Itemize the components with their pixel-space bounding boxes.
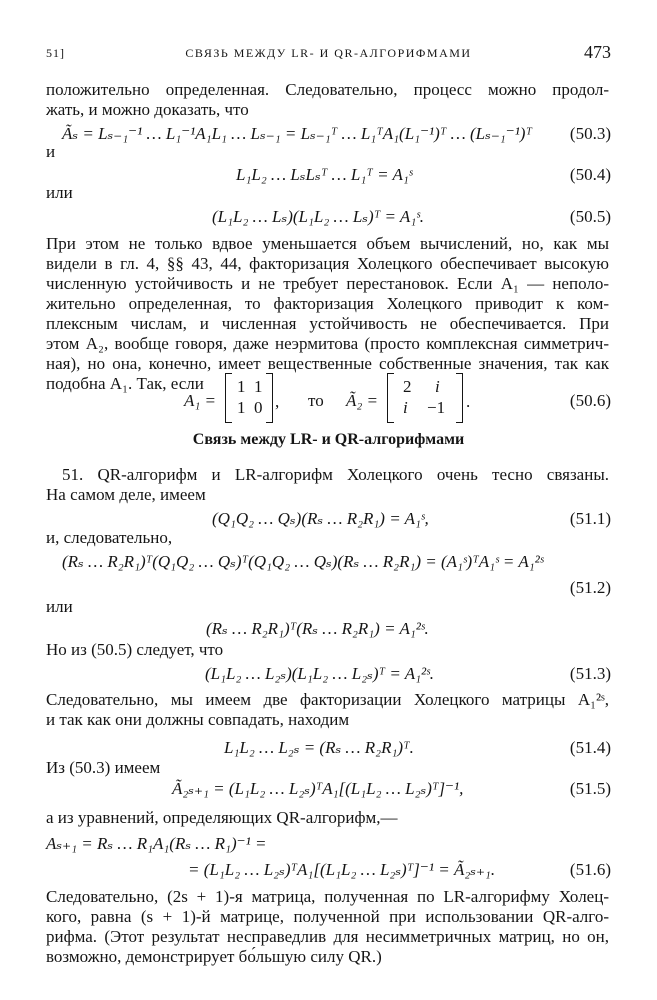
matrix-cell: i: [403, 398, 408, 417]
equation-51-2b: (Rₛ … R₂R₁)ᵀ(Rₛ … R₂R₁) = A₁²ˢ.: [206, 619, 429, 638]
equation-50-3: Ãₛ = Lₛ₋₁⁻¹ … L₁⁻¹A₁L₁ … Lₛ₋₁ = Lₛ₋₁ᵀ … L₁ᵀA₁(L₁⁻¹)ᵀ … (Lₛ₋₁⁻¹)ᵀ: [62, 124, 533, 143]
equation-number: (51.2): [569, 578, 611, 597]
text-line: жать, и можно доказать, что: [46, 100, 249, 119]
text-line: Следовательно, (2s + 1)-я матрица, полученная по LR-алгорифму Холец-: [46, 887, 609, 906]
matrix-a2: [387, 373, 463, 421]
text-line: При этом не только вдвое уменьшается объем вычислений, но, как мы: [46, 234, 609, 253]
matrix-a1: [225, 373, 273, 421]
matrix-cell: i: [435, 377, 440, 396]
matrix-cell: 1: [254, 377, 263, 396]
text-line: положительно определенная. Следовательно, процесс можно продол-: [46, 80, 609, 99]
equation-number: (51.5): [569, 779, 611, 798]
equation-number: (50.5): [569, 207, 611, 226]
page-number: 473: [584, 42, 611, 62]
matrix-cell: 0: [254, 398, 263, 417]
text-line: или: [46, 183, 73, 202]
text-line: подобна A₁. Так, если: [46, 374, 204, 393]
text-line: 51. QR-алгорифм и LR-алгорифм Холецкого очень тесно связаны.: [62, 465, 609, 484]
section-ref: 51]: [46, 46, 65, 60]
running-header: [46, 42, 611, 66]
matrix-cell: 1: [237, 398, 246, 417]
comma: ,: [275, 392, 280, 411]
text-line: видели в гл. 4, §§ 43, 44, факторизация Холецкого обеспечивает высокую: [46, 254, 609, 273]
text-line: жительно определенная, то факторизация Холецкого приводит к ком-: [46, 294, 609, 313]
equation-51-3: (L₁L₂ … L₂ₛ)(L₁L₂ … L₂ₛ)ᵀ = A₁²ˢ.: [205, 664, 434, 683]
text-line: рифма. (Этот результат несправедлив для несимметричных матриц, но он,: [46, 927, 609, 946]
equation-number: (50.4): [569, 165, 611, 184]
text-line: возможно, демонстрирует бо́льшую силу QR.): [46, 947, 382, 966]
matrix-cell: 2: [403, 377, 412, 396]
text-to: то: [308, 391, 324, 410]
equation-51-4: L₁L₂ … L₂ₛ = (Rₛ … R₂R₁)ᵀ.: [224, 738, 414, 757]
equation-number: (51.4): [569, 738, 611, 757]
text-line: На самом деле, имеем: [46, 485, 206, 504]
text-line: и так как они должны совпадать, находим: [46, 710, 350, 729]
equation-number: (51.3): [569, 664, 611, 683]
text-line: или: [46, 597, 73, 616]
text-line: и: [46, 142, 56, 161]
equation-number: (50.6): [569, 391, 611, 410]
text-line: ная), но она, конечно, имеет вещественные собственные значения, так как: [46, 354, 609, 373]
equation-51-1: (Q₁Q₂ … Qₛ)(Rₛ … R₂R₁) = A₁ˢ,: [212, 509, 429, 528]
matrix-a1-label: A₁ =: [184, 391, 217, 410]
matrix-cell: −1: [427, 398, 446, 417]
running-title: СВЯЗЬ МЕЖДУ LR- И QR-АЛГОРИФМАМИ: [185, 46, 472, 60]
matrix-a2-label: Ã₂ =: [346, 391, 379, 410]
matrix-cell: 1: [237, 377, 246, 396]
equation-51-5: Ã₂ₛ₊₁ = (L₁L₂ … L₂ₛ)ᵀA₁[(L₁L₂ … L₂ₛ)ᵀ]⁻¹,: [172, 779, 464, 798]
text-line: Из (50.3) имеем: [46, 758, 161, 777]
section-heading: Связь между LR- и QR-алгорифмами: [192, 431, 465, 448]
text-line: численную устойчивость и не требует перестановок. Если A₁ — неполо-: [46, 274, 609, 293]
text-line: плексным числам, и численная устойчивость не обеспечивается. При: [46, 314, 609, 333]
equation-number: (51.6): [569, 860, 611, 879]
text-line: а из уравнений, определяющих QR-алгорифм,—: [46, 808, 398, 827]
text-line: кого, равна (s + 1)-й матрице, полученной при использовании QR-алго-: [46, 907, 609, 926]
equation-50-5: (L₁L₂ … Lₛ)(L₁L₂ … Lₛ)ᵀ = A₁ˢ.: [212, 207, 425, 226]
equation-51-6b: = (L₁L₂ … L₂ₛ)ᵀA₁[(L₁L₂ … L₂ₛ)ᵀ]⁻¹ = Ã₂ₛ₊₁.: [188, 860, 496, 879]
equation-50-4: L₁L₂ … LₛLₛᵀ … L₁ᵀ = A₁ˢ: [236, 165, 413, 184]
text-line: Но из (50.5) следует, что: [46, 640, 224, 659]
equation-number: (50.3): [569, 124, 611, 143]
text-line: Следовательно, мы имеем две факторизации Холецкого матрицы A₁²ˢ,: [46, 690, 609, 709]
text-line: этом A₂, вообще говоря, даже неэрмитова (просто комплексная симметрич-: [46, 334, 609, 353]
equation-51-2: (Rₛ … R₂R₁)ᵀ(Q₁Q₂ … Qₛ)ᵀ(Q₁Q₂ … Qₛ)(Rₛ … R₂R₁) = (A₁ˢ)ᵀA₁ˢ = A₁²ˢ: [62, 552, 544, 571]
equation-51-6a: Aₛ₊₁ = Rₛ … R₁A₁(Rₛ … R₁)⁻¹ =: [46, 834, 267, 853]
equation-number: (51.1): [569, 509, 611, 528]
period: .: [466, 392, 471, 411]
text-line: и, следовательно,: [46, 528, 173, 547]
